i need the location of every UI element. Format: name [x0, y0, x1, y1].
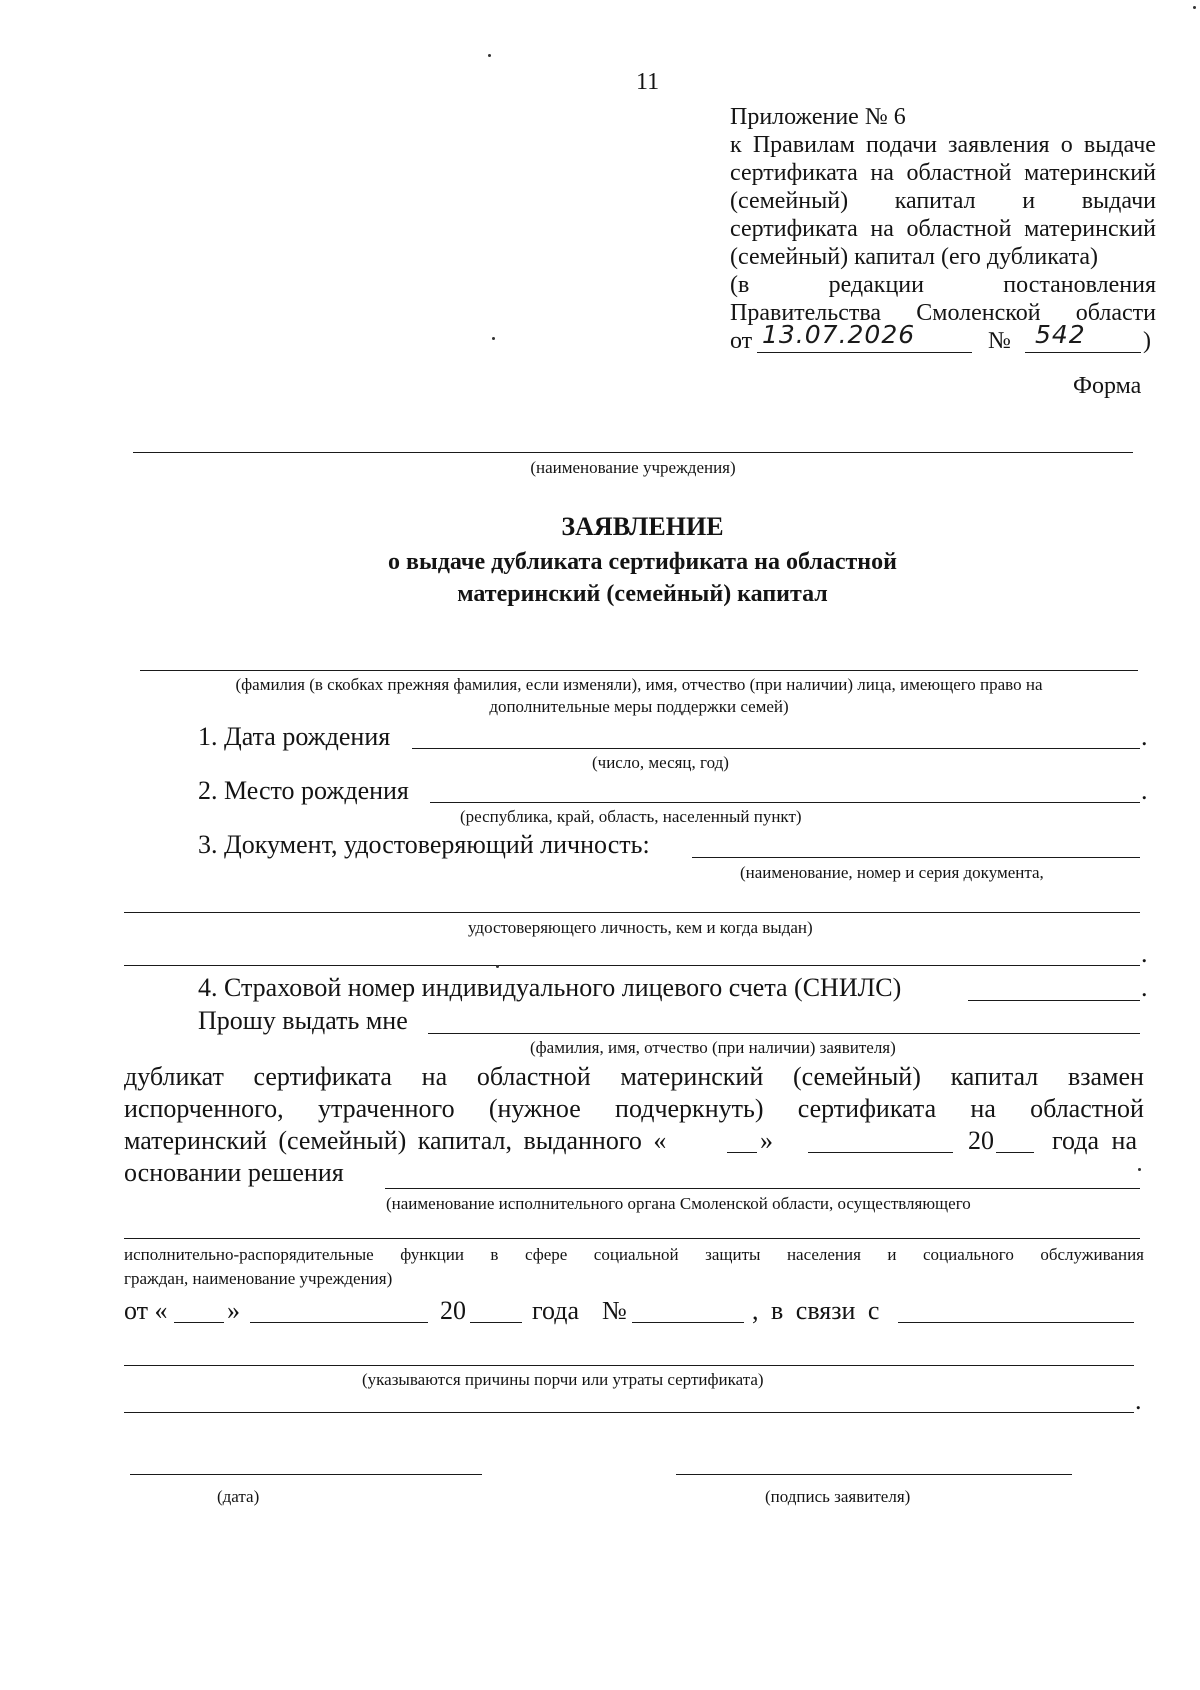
reason-input-line[interactable] [124, 1365, 1134, 1366]
annex-line-7: Правительства Смоленской области [730, 300, 1156, 326]
decision-from: от « [124, 1296, 168, 1325]
handwritten-number: 542 [1035, 320, 1086, 349]
birth-place-caption: (республика, край, область, населенный пункт) [460, 807, 802, 826]
document-title: ЗАЯВЛЕНИЕ [561, 512, 724, 541]
birth-date-label: 1. Дата рождения [198, 722, 391, 751]
birth-place-label: 2. Место рождения [198, 776, 409, 805]
date-signature-line[interactable] [130, 1474, 482, 1475]
institution-caption: (наименование учреждения) [530, 458, 736, 477]
document-subtitle-1: о выдаче дубликата сертификата на областной [388, 549, 897, 575]
annex-number-line [1025, 352, 1141, 353]
snils-period: . [1141, 973, 1148, 1002]
decision-year-prefix: 20 [440, 1296, 466, 1325]
handwritten-date: 13.07.2026 [762, 320, 916, 349]
scan-speck [1193, 6, 1196, 9]
decision-reason-prefix: , в связи с [752, 1296, 880, 1325]
decision-year-line[interactable] [470, 1322, 522, 1323]
reason-period: . [1135, 1386, 1142, 1415]
birth-date-input-line[interactable] [412, 748, 1140, 749]
date-caption: (дата) [217, 1487, 260, 1506]
annex-close-paren: ) [1143, 328, 1151, 354]
issue-day-line[interactable] [727, 1152, 757, 1153]
form-label: Форма [1073, 373, 1142, 399]
id-doc-period: . [1141, 939, 1148, 968]
annex-line-1: к Правилам подачи заявления о выдаче [730, 132, 1156, 158]
decision-year-word: года [532, 1296, 580, 1325]
applicant-caption-1: (фамилия (в скобках прежняя фамилия, если изменяли), имя, отчество (при наличии) лица, имеющего право на [235, 675, 1043, 694]
annex-number-prefix: № [988, 328, 1011, 354]
issue-month-line[interactable] [808, 1152, 953, 1153]
decision-month-line[interactable] [250, 1322, 428, 1323]
id-doc-input-line[interactable] [692, 857, 1140, 858]
annex-line-5: (семейный) капитал (его дубликата) [730, 244, 1098, 270]
id-doc-caption-2: удостоверяющего личность, кем и когда выдан) [468, 918, 813, 937]
decision-day-line[interactable] [174, 1322, 224, 1323]
applicant-line [140, 670, 1138, 671]
body-line-3-year-prefix: 20 [968, 1126, 994, 1155]
body-line-3-text: материнский (семейный) капитал, выданного « [124, 1126, 667, 1155]
annex-date-line [757, 352, 972, 353]
body-line-3-close-quote: » [760, 1126, 773, 1155]
scan-speck [492, 337, 495, 340]
decision-reason-line[interactable] [898, 1322, 1134, 1323]
body-line-2: испорченного, утраченного (нужное подчеркнуть) сертификата на областной [124, 1094, 1144, 1123]
birth-place-input-line[interactable] [430, 802, 1140, 803]
body-line-4: основании решения [124, 1158, 344, 1187]
id-doc-input-line-2[interactable] [124, 912, 1140, 913]
scan-speck [488, 54, 491, 57]
body-line-3-suffix: года на [1052, 1126, 1137, 1155]
institution-line [133, 452, 1133, 453]
annex-line-2: сертификата на областной материнский [730, 160, 1156, 186]
scan-speck [496, 965, 499, 968]
signature-caption: (подпись заявителя) [765, 1487, 911, 1506]
annex-line-3: (семейный) капитал и выдачи [730, 188, 1156, 214]
organ-caption-2: исполнительно-распорядительные функции в сфере социальной защиты населения и социального обслуживания [124, 1245, 1144, 1264]
id-doc-label: 3. Документ, удостоверяющий личность: [198, 830, 650, 859]
birth-date-caption: (число, месяц, год) [592, 753, 729, 772]
annex-from-prefix: от [730, 328, 753, 354]
annex-line-6: (в редакции постановления [730, 272, 1156, 298]
body-line-1: дубликат сертификата на областной материнский (семейный) капитал взамен [124, 1062, 1144, 1091]
request-caption: (фамилия, имя, отчество (при наличии) заявителя) [530, 1038, 896, 1057]
request-label: Прошу выдать мне [198, 1006, 408, 1035]
annex-line-4: сертификата на областной материнский [730, 216, 1156, 242]
birth-date-period: . [1141, 722, 1148, 751]
id-doc-caption-1: (наименование, номер и серия документа, [740, 863, 1044, 882]
annex-title: Приложение № 6 [730, 104, 906, 130]
birth-place-period: . [1141, 776, 1148, 805]
decision-number-sign: № [602, 1296, 627, 1325]
issue-year-line[interactable] [996, 1152, 1034, 1153]
scan-speck [1138, 1168, 1141, 1171]
applicant-caption-2: дополнительные меры поддержки семей) [489, 697, 789, 716]
applicant-signature-line[interactable] [676, 1474, 1072, 1475]
page-number: 11 [636, 69, 660, 95]
organ-caption-3: граждан, наименование учреждения) [124, 1269, 393, 1288]
decision-organ-input-line-2[interactable] [124, 1238, 1140, 1239]
organ-caption-1: (наименование исполнительного органа Смоленской области, осуществляющего [386, 1194, 971, 1213]
snils-label: 4. Страховой номер индивидуального лицевого счета (СНИЛС) [198, 973, 902, 1002]
decision-close-quote: » [227, 1296, 240, 1325]
decision-number-line[interactable] [632, 1322, 744, 1323]
reason-input-line-2[interactable] [124, 1412, 1134, 1413]
request-input-line[interactable] [428, 1033, 1140, 1034]
id-doc-input-line-3[interactable] [124, 965, 1140, 966]
snils-input-line[interactable] [968, 1000, 1140, 1001]
document-subtitle-2: материнский (семейный) капитал [457, 581, 828, 607]
decision-organ-input-line[interactable] [385, 1188, 1140, 1189]
reason-caption: (указываются причины порчи или утраты сертификата) [362, 1370, 764, 1389]
